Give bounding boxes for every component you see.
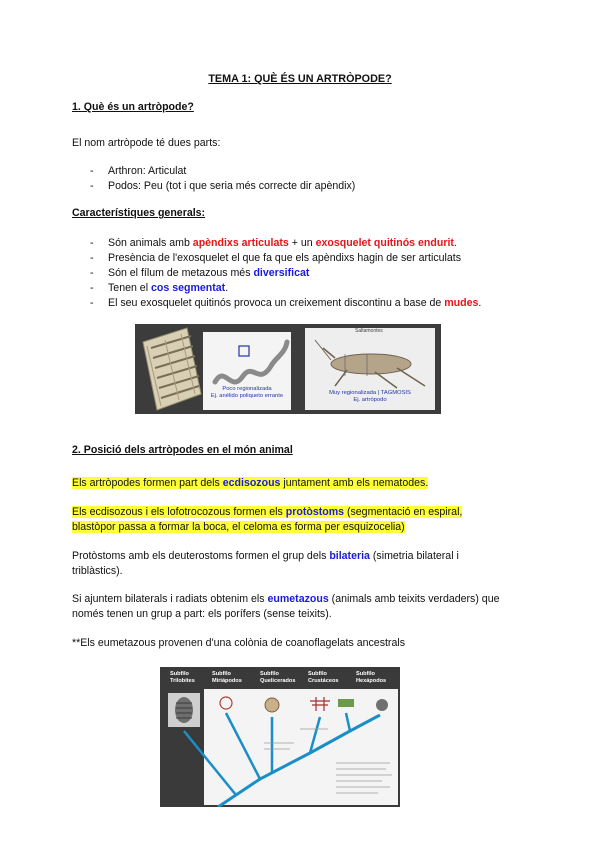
column-label: Subfilo Miriápodos [212,671,242,684]
list-item: - Arthron: Articulat [90,164,355,179]
column-label: Subfilo Trilobites [170,671,195,684]
list-item: - Són el fílum de metazous més diversificat [90,266,530,281]
tree-paper [204,689,398,805]
paragraph: Si ajuntem bilaterals i radiats obtenim els eumetazous (animals amb teixits verdaders) que només tenen un grup a part: els porífers (sense teixits). [72,593,500,621]
footnote: **Els eumetazous provenen d'una colònia de coanoflagelats ancestrals [72,637,405,649]
list-item: - Tenen el cos segmentat. [90,281,530,296]
list-item: - Presència de l'exosquelet el que fa que els apèndixs hagin de ser articulats [90,251,530,266]
section-2-heading: 2. Posició dels artròpodes en el món animal [72,444,293,456]
hexapod-image [338,699,354,707]
figure-caption-worm: Poco regionalizada Ej. anélido poliqueto errante [210,386,284,400]
list-item: - El seu exosquelet quitinós provoca un creixement discontinu a base de mudes. [90,296,530,311]
paragraph: Els artròpodes formen part dels ecdisozous juntament amb els nematodes. [72,477,429,489]
list-item: - Podos: Peu (tot i que seria més correcte dir apèndix) [90,179,355,194]
section-1-intro: El nom artròpode té dues parts: [72,137,221,149]
insect-image [376,699,388,711]
characteristics-heading: Característiques generals: [72,207,206,219]
paragraph: Protòstoms amb els deuterostoms formen el grup dels bilateria (simetria bilateral i triblàstics). [72,550,459,578]
column-label: Subfilo Quelicerados [260,671,296,684]
phylogeny-figure [160,667,400,807]
list-item: - Són animals amb apèndixs articulats + un exosquelet quitinós endurit. [90,236,530,251]
chelicerate-image [265,698,279,712]
section-1-heading: 1. Què és un artròpode? [72,101,194,113]
phylogeny-tree [160,667,400,807]
figure-caption-arthropod: Muy regionalizada | TAGMOSIS Ej. artrópodo [329,390,411,404]
parts-list [90,164,355,194]
page-title: TEMA 1: QUÈ ÉS UN ARTRÒPODE? [208,73,392,85]
figure-label: Saltamontes [355,328,383,334]
characteristics-list [90,236,530,311]
column-label: Subfilo Crustáceos [308,671,339,684]
column-label: Subfilo Hexápodos [356,671,387,684]
segmentation-figure [135,324,441,414]
segmented-specimen-image [143,328,201,410]
paragraph: Els ecdisozous i els lofotrocozous formen els protòstoms (segmentació en espiral, blastòpor passa a formar la boca, el celoma es forma per esquizocelia) [72,506,463,534]
